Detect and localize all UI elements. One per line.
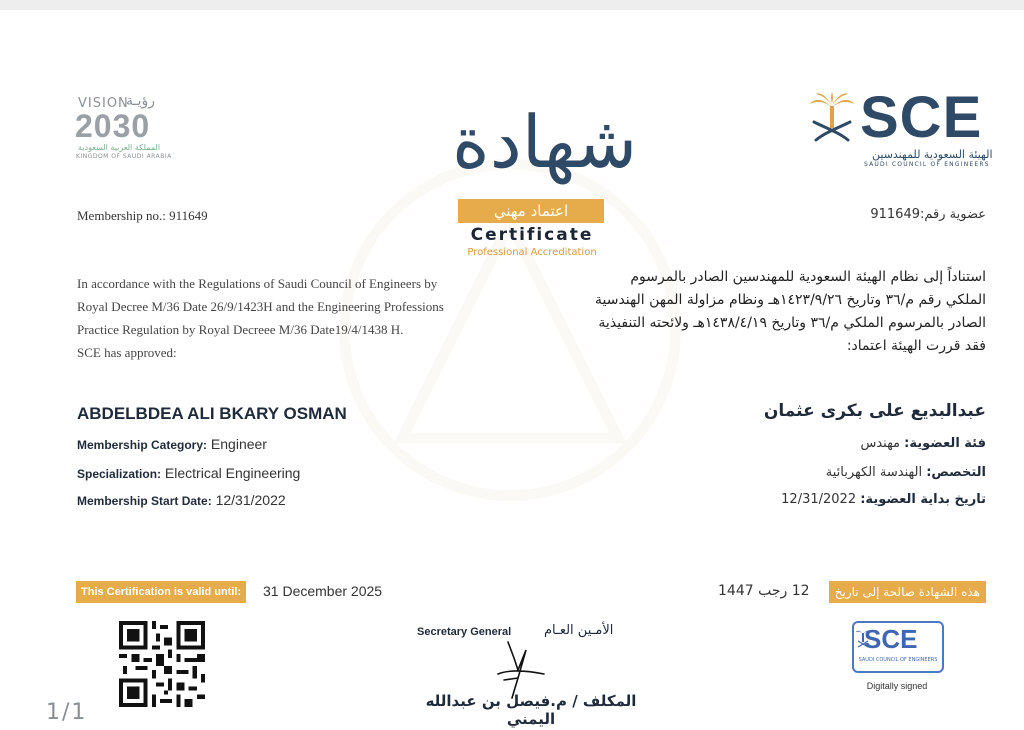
intro-line-ar: الصادر بالمرسوم الملكي م/٣٦ وتاريخ ١٤٣٨/٤/١٩هـ ولائحته التنفيذية	[598, 315, 986, 331]
seal-subtitle: SAUDI COUNCIL OF ENGINEERS	[858, 657, 938, 663]
membership-number: 911649	[169, 208, 208, 223]
secretary-general-ar: الأمـين العـام	[544, 623, 614, 638]
holder-name-ar: عبدالبديع على بكرى عثمان	[763, 401, 986, 421]
category-value-ar: مهندس	[860, 436, 901, 451]
start-date-label-ar: تاريخ بداية العضوية:	[860, 492, 986, 507]
palm-swords-icon	[808, 92, 856, 144]
vision-subtitle-en: KINGDOM OF SAUDI ARABIA	[76, 153, 172, 160]
validity-date-ar: 12 رجب 1447	[718, 583, 810, 599]
certificate-subtitle: Professional Accreditation	[467, 247, 597, 258]
start-date-row-en	[77, 492, 286, 508]
top-bar	[0, 0, 1024, 10]
specialization-row-ar	[826, 465, 986, 480]
sce-name-en: SAUDI COUNCIL OF ENGINEERS	[864, 161, 990, 168]
intro-line-ar: الملكي رقم م/٣٦ وتاريخ ١٤٢٣/٩/٢٦هـ ونظام مزاولة المهن الهندسية	[594, 292, 986, 308]
validity-label-ar: هذه الشهادة صالحة إلى تاريخ	[829, 581, 986, 603]
page-number: 1/1	[46, 700, 88, 725]
category-value-en: Engineer	[210, 436, 267, 452]
specialization-label-en: Specialization:	[77, 467, 162, 481]
handwritten-signature	[478, 640, 548, 700]
start-date-value-ar: 12/31/2022	[781, 492, 857, 507]
category-label-ar: فئة العضوية:	[904, 436, 986, 451]
membership-number-ar	[870, 207, 986, 222]
start-date-label-en: Membership Start Date:	[77, 494, 212, 508]
accreditation-ribbon: اعتماد مهني	[458, 199, 604, 223]
specialization-value-ar: الهندسة الكهربائية	[825, 465, 923, 480]
vision-subtitle-ar: المملكة العربية السعودية	[78, 143, 161, 152]
intro-line-en: SCE has approved:	[77, 345, 177, 360]
sce-name-ar: الهيئة السعودية للمهندسين	[872, 148, 993, 161]
validity-date-en: 31 December 2025	[263, 583, 383, 599]
vision-2030: 2030	[75, 108, 151, 144]
category-row-en	[77, 436, 267, 452]
holder-name-en: ABDELBDEA ALI BKARY OSMAN	[77, 404, 347, 423]
membership-label-en: Membership no.:	[77, 208, 166, 223]
intro-paragraph-ar	[556, 266, 986, 358]
membership-label-ar: عضوية رقم:	[920, 207, 986, 222]
digitally-signed-caption: Digitally signed	[866, 681, 928, 691]
sce-logo-text: SCE	[860, 85, 983, 150]
intro-line-en: Practice Regulation by Royal Decreee M/36 Date19/4/1438 H.	[77, 322, 404, 337]
membership-number-en	[77, 208, 208, 224]
intro-line-en: Royal Decree M/36 Date 26/9/1423H and the Engineering Professions	[77, 299, 444, 314]
intro-paragraph-en	[77, 272, 517, 364]
start-date-value-en: 12/31/2022	[215, 492, 286, 508]
start-date-row-ar	[781, 492, 986, 507]
specialization-label-ar: التخصص:	[926, 465, 986, 480]
intro-line-ar: استناداً إلى نظام الهيئة السعودية للمهندسين الصادر بالمرسوم	[630, 269, 986, 285]
validity-label-en: This Certification is valid until:	[76, 581, 246, 603]
vision-arabic: رؤيـة	[126, 93, 156, 109]
membership-number-ar-value: 911649	[870, 207, 920, 222]
qr-code[interactable]	[119, 621, 205, 707]
certificate-title-ar: شهادة	[452, 100, 638, 184]
specialization-value-en: Electrical Engineering	[164, 465, 301, 481]
signer-name-ar: المكلف / م.فيصل بن عبدالله اليمني	[425, 692, 637, 728]
intro-line-ar: فقد قررت الهيئة اعتماد:	[846, 338, 986, 354]
category-label-en: Membership Category:	[77, 438, 208, 452]
intro-line-en: In accordance with the Regulations of Saudi Council of Engineers by	[77, 276, 438, 291]
certificate-title-en: Certificate	[470, 225, 594, 245]
secretary-general-en: Secretary General	[417, 626, 512, 638]
specialization-row-en	[77, 465, 300, 481]
seal-sce-text: SCE	[864, 624, 918, 654]
category-row-ar	[860, 436, 986, 451]
vision-word: VISION	[78, 96, 129, 111]
